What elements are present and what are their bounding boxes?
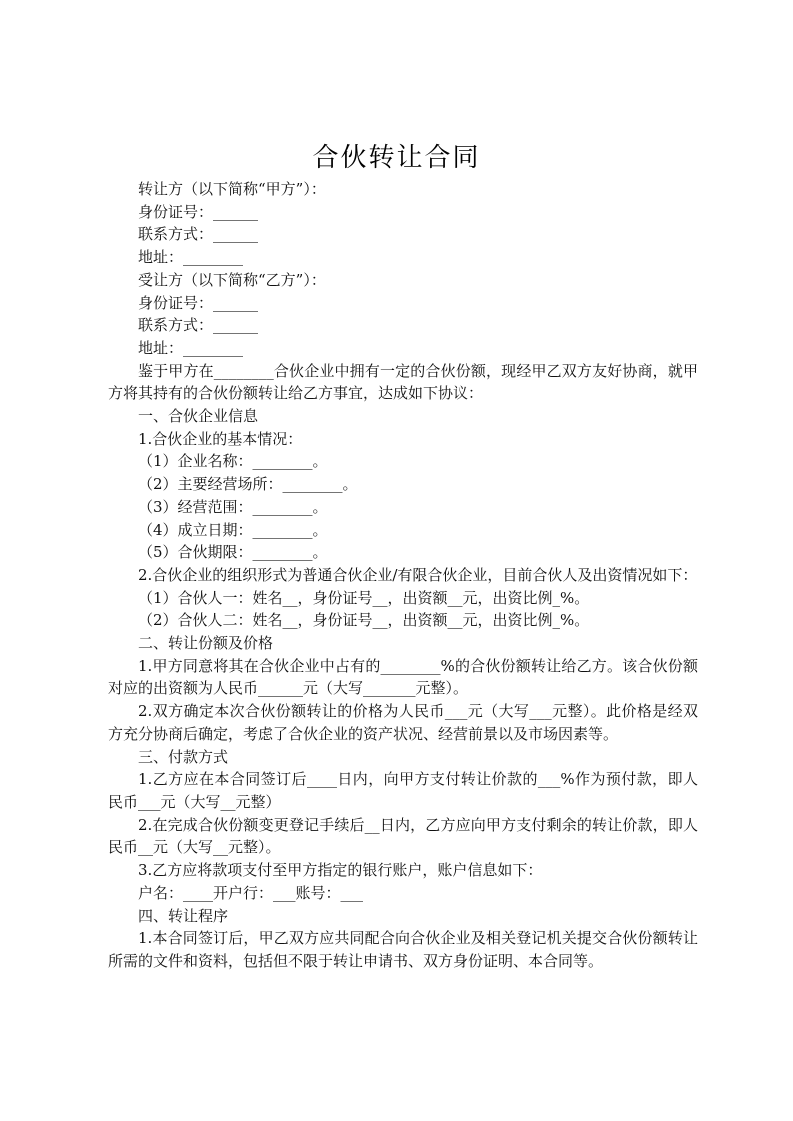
preamble-paragraph: 鉴于甲方在________合伙企业中拥有一定的合伙份额，现经甲乙双方友好协商，就甲方将其持有的合伙份额转让给乙方事宜，达成如下协议：	[108, 361, 698, 403]
document-body	[108, 178, 698, 973]
clause-4-1: 1.本合同签订后，甲乙双方应共同配合向合伙企业及相关登记机关提交合伙份额转让所需的文件和资料，包括但不限于转让申请书、双方身份证明、本合同等。	[108, 929, 698, 970]
transferor-address-field: 地址：________	[138, 248, 244, 267]
clause-3-1: 1.乙方应在本合同签订后____日内，向甲方支付转让价款的___%作为预付款，即人民币___元（大写__元整）	[108, 770, 698, 811]
transferor-contact-field: 联系方式：______	[138, 225, 259, 244]
transferee-heading: 受让方（以下简称“乙方”）：	[138, 270, 326, 289]
company-name-field: （1）企业名称：________。	[138, 452, 328, 471]
clause-2-1: 1.甲方同意将其在合伙企业中占有的________%的合伙份额转让给乙方。该合伙份额对应的出资额为人民币______元（大写_______元整）。	[108, 656, 698, 698]
partnership-term-field: （5）合伙期限：________。	[138, 543, 328, 562]
document-title: 合伙转让合同	[312, 143, 481, 173]
partner-two-line: （2）合伙人二：姓名__，身份证号__，出资额__元，出资比例_%。	[138, 611, 590, 630]
section-heading-4: 四、转让程序	[138, 906, 229, 925]
section-heading-1: 一、合伙企业信息	[138, 407, 259, 426]
established-date-field: （4）成立日期：________。	[138, 520, 328, 539]
clause-3-3: 3.乙方应将款项支付至甲方指定的银行账户，账户信息如下：	[138, 861, 543, 880]
transferee-id-field: 身份证号：______	[138, 293, 259, 312]
section-heading-2: 二、转让份额及价格	[138, 634, 274, 653]
business-place-field: （2）主要经营场所：________。	[138, 475, 358, 494]
transferor-id-field: 身份证号：______	[138, 202, 259, 221]
section-heading-3: 三、付款方式	[138, 747, 229, 766]
business-scope-field: （3）经营范围：________。	[138, 497, 328, 516]
transferee-address-field: 地址：________	[138, 338, 244, 357]
clause-1-1: 1.合伙企业的基本情况：	[138, 429, 303, 448]
clause-3-2: 2.在完成合伙份额变更登记手续后__日内，乙方应向甲方支付剩余的转让价款，即人民币__元（大写__元整）。	[108, 815, 698, 857]
clause-2-2: 2.双方确定本次合伙份额转让的价格为人民币___元（大写___元整）。此价格是经双方充分协商后确定，考虑了合伙企业的资产状况、经营前景以及市场因素等。	[108, 702, 698, 743]
clause-1-2: 2.合伙企业的组织形式为普通合伙企业/有限合伙企业，目前合伙人及出资情况如下：	[138, 565, 698, 584]
transferor-heading: 转让方（以下简称“甲方”）：	[138, 180, 326, 198]
transferee-contact-field: 联系方式：______	[138, 316, 259, 335]
bank-account-line: 户名：____开户行：___账号：___	[138, 883, 364, 902]
partner-one-line: （1）合伙人一：姓名__，身份证号__，出资额__元，出资比例_%。	[138, 588, 590, 607]
